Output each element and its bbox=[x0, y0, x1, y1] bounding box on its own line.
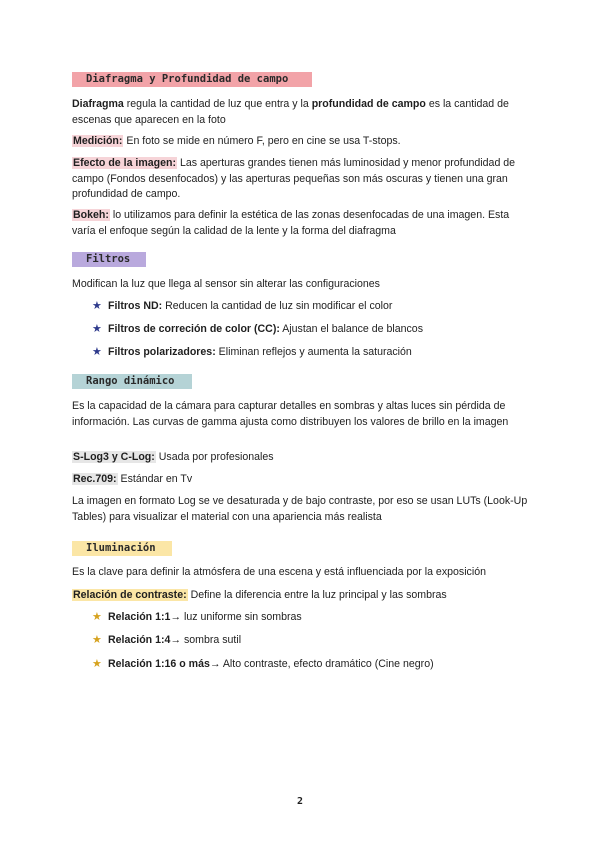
paragraph-filtros-intro: Modifican la luz que llega al sensor sin alterar las configuraciones bbox=[72, 278, 380, 290]
text-filtro: Reducen la cantidad de luz sin modificar el color bbox=[162, 300, 393, 312]
term-relacion: Relación 1:1 bbox=[108, 611, 171, 623]
text-rec709: Estándar en Tv bbox=[117, 473, 193, 485]
star-icon: ★ bbox=[92, 634, 102, 646]
section-heading-filtros: Filtros bbox=[72, 252, 146, 267]
text-filtro: Ajustan el balance de blancos bbox=[279, 323, 423, 335]
paragraph-iluminacion-intro: Es la clave para definir la atmósfera de una escena y está influenciada por la exposición bbox=[72, 566, 486, 578]
star-icon: ★ bbox=[92, 658, 102, 670]
text-relacion: → sombra sutil bbox=[170, 634, 242, 646]
text-filtro: Eliminan reflejos y aumenta la saturación bbox=[215, 346, 412, 358]
term-bokeh: Bokeh: bbox=[73, 209, 109, 221]
term-filtro: Filtros polarizadores: bbox=[108, 346, 216, 358]
list-item-filtro-polarizador bbox=[92, 345, 412, 360]
term-filtro: Filtros ND: bbox=[108, 300, 163, 312]
list-item-relacion-1-4 bbox=[92, 633, 241, 648]
paragraph-efecto bbox=[72, 156, 532, 203]
section-heading-rango: Rango dinámico bbox=[72, 374, 192, 389]
page-number: 2 bbox=[296, 796, 304, 807]
term-relacion-contraste: Relación de contraste: bbox=[73, 589, 187, 601]
text-relacion: → Alto contraste, efecto dramático (Cine negro) bbox=[209, 658, 434, 670]
paragraph-diafragma-intro bbox=[72, 97, 532, 128]
text-relacion-contraste: Define la diferencia entre la luz principal y las sombras bbox=[187, 589, 447, 601]
term-filtro: Filtros de correción de color (CC): bbox=[108, 323, 280, 335]
term-slog: S-Log3 y C-Log: bbox=[73, 451, 155, 463]
term-rec709: Rec.709: bbox=[73, 473, 117, 485]
text-relacion: → luz uniforme sin sombras bbox=[170, 611, 302, 623]
star-icon: ★ bbox=[92, 346, 102, 358]
paragraph-relacion-contraste bbox=[72, 588, 532, 604]
text-bokeh: lo utilizamos para definir la estética de las zonas desenfocadas de una imagen. Esta varía el enfoque según la calidad de la lente y la forma del diafragma bbox=[72, 209, 510, 237]
term-relacion: Relación 1:4 bbox=[108, 634, 171, 646]
text-slog: Usada por profesionales bbox=[155, 451, 274, 463]
paragraph-slog bbox=[72, 450, 532, 466]
paragraph-rango-closing: La imagen en formato Log se ve desaturada y de bajo contraste, por eso se usan LUTs (Look-Up Tables) para visualizar el material con una apariencia más realista bbox=[72, 495, 528, 523]
section-heading-iluminacion: Iluminación bbox=[72, 541, 172, 556]
term-relacion: Relación 1:16 o más bbox=[108, 658, 210, 670]
star-icon: ★ bbox=[92, 323, 102, 335]
term-diafragma: Diafragma bbox=[72, 98, 124, 110]
term-profundidad: profundidad de campo bbox=[311, 98, 426, 110]
term-medicion: Medición: bbox=[73, 135, 123, 147]
star-icon: ★ bbox=[92, 300, 102, 312]
paragraph-rango-intro: Es la capacidad de la cámara para capturar detalles en sombras y altas luces sin pérdida de información. Las curvas de gamma ajusta como distribuyen los valores de brillo en la imagen bbox=[72, 400, 509, 428]
list-item-filtro-cc bbox=[92, 322, 423, 337]
term-efecto: Efecto de la imagen: bbox=[73, 157, 177, 169]
text-medicion: En foto se mide en número F, pero en cine se usa T-stops. bbox=[123, 135, 401, 147]
paragraph-medicion bbox=[72, 134, 532, 150]
paragraph-bokeh bbox=[72, 208, 532, 239]
list-item-relacion-1-16 bbox=[92, 657, 434, 672]
paragraph-rec709 bbox=[72, 472, 532, 488]
text-efecto: Las aperturas grandes tienen más luminosidad y menor profundidad de campo (Fondos desenfocados) y las aperturas pequeñas son más oscuras y tienen una gran profundidad de campo. bbox=[72, 157, 516, 200]
star-icon: ★ bbox=[92, 611, 102, 623]
list-item-relacion-1-1 bbox=[92, 610, 302, 625]
text-diafragma-2: es la cantidad de escenas que aparecen en la foto bbox=[72, 98, 509, 126]
text-diafragma-1: regula la cantidad de luz que entra y la bbox=[123, 98, 312, 110]
section-heading-diafragma: Diafragma y Profundidad de campo bbox=[72, 72, 312, 87]
list-item-filtro-nd bbox=[92, 299, 392, 314]
